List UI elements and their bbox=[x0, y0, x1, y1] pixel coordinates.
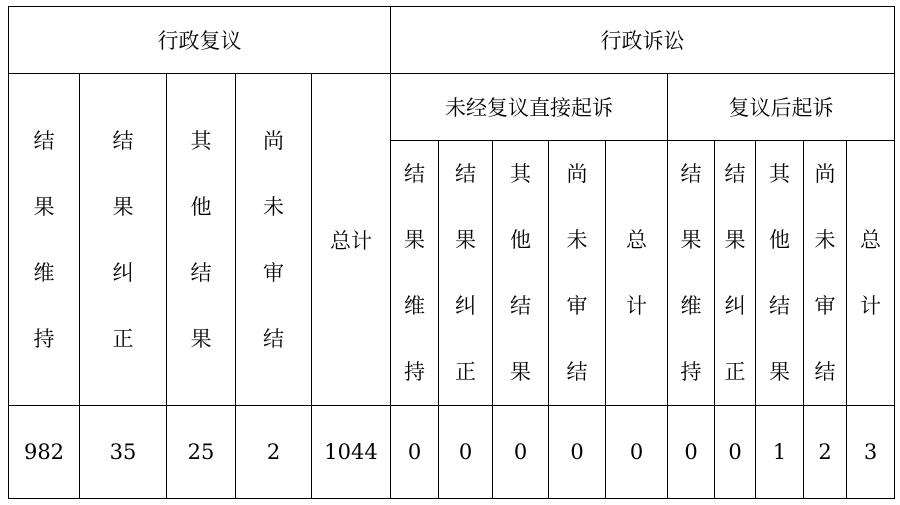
admin-review-col-pending: 尚未审结 bbox=[236, 74, 312, 406]
admin-review-col-corrected: 结果纠正 bbox=[80, 74, 167, 406]
admin-review-header: 行政复议 bbox=[9, 7, 391, 74]
admin-review-value-total: 1044 bbox=[312, 406, 391, 499]
admin-review-value-pending: 2 bbox=[236, 406, 312, 499]
direct-col-pending: 尚未审结 bbox=[549, 141, 606, 406]
admin-review-value-upheld: 982 bbox=[9, 406, 80, 499]
direct-value-pending: 0 bbox=[549, 406, 606, 499]
after-review-col-other: 其他结果 bbox=[756, 141, 804, 406]
admin-review-value-other: 25 bbox=[167, 406, 236, 499]
admin-review-col-total: 总计 bbox=[312, 74, 391, 406]
direct-col-other: 其他结果 bbox=[493, 141, 549, 406]
direct-value-upheld: 0 bbox=[391, 406, 439, 499]
admin-review-value-corrected: 35 bbox=[80, 406, 167, 499]
direct-litigation-header: 未经复议直接起诉 bbox=[391, 74, 668, 141]
admin-review-col-upheld: 结果维持 bbox=[9, 74, 80, 406]
after-review-value-total: 3 bbox=[847, 406, 895, 499]
admin-review-col-other: 其他结果 bbox=[167, 74, 236, 406]
direct-value-corrected: 0 bbox=[439, 406, 493, 499]
direct-col-upheld: 结果维持 bbox=[391, 141, 439, 406]
direct-value-other: 0 bbox=[493, 406, 549, 499]
after-review-col-upheld: 结果维持 bbox=[668, 141, 715, 406]
direct-col-total: 总计 bbox=[606, 141, 668, 406]
direct-value-total: 0 bbox=[606, 406, 668, 499]
after-review-value-other: 1 bbox=[756, 406, 804, 499]
admin-litigation-header: 行政诉讼 bbox=[391, 7, 895, 74]
after-review-col-pending: 尚未审结 bbox=[804, 141, 847, 406]
direct-col-corrected: 结果纠正 bbox=[439, 141, 493, 406]
after-review-value-pending: 2 bbox=[804, 406, 847, 499]
after-review-value-corrected: 0 bbox=[715, 406, 756, 499]
statistics-table bbox=[8, 6, 895, 499]
after-review-value-upheld: 0 bbox=[668, 406, 715, 499]
after-review-col-total: 总计 bbox=[847, 141, 895, 406]
after-review-col-corrected: 结果纠正 bbox=[715, 141, 756, 406]
after-review-litigation-header: 复议后起诉 bbox=[668, 74, 895, 141]
